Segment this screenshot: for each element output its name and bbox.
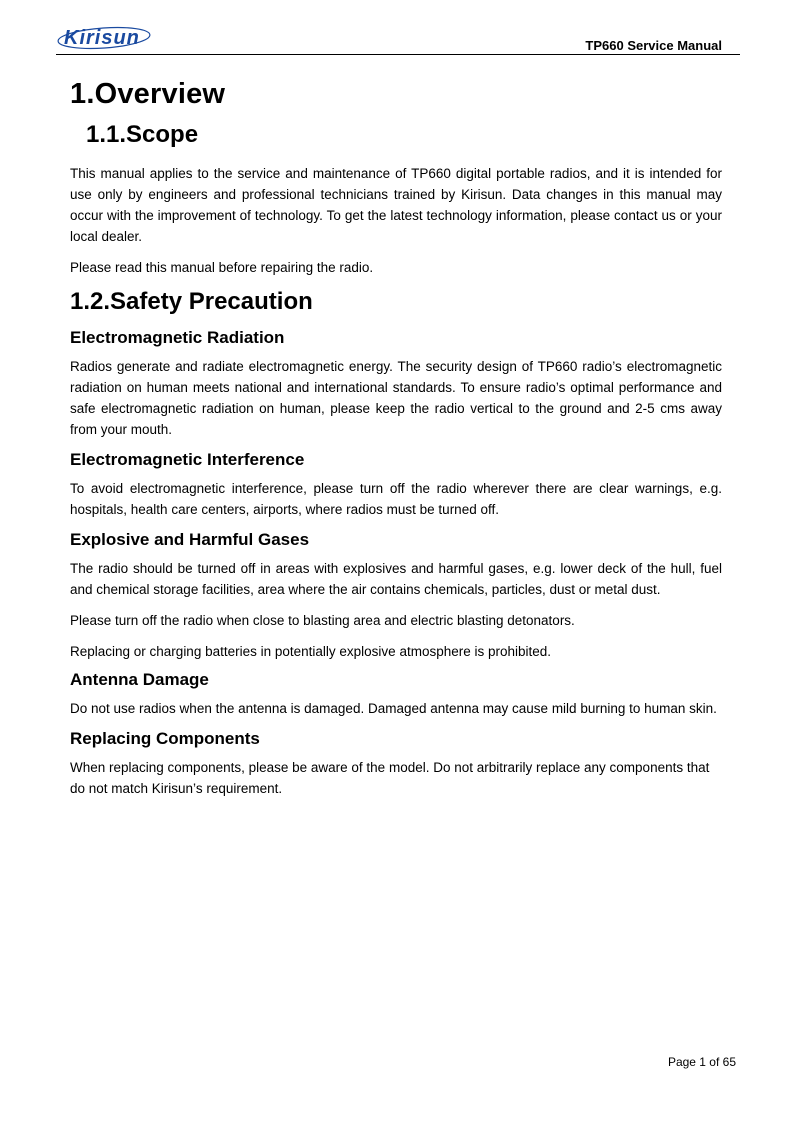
svg-text:Kirisun: Kirisun bbox=[64, 27, 140, 49]
scope-paragraph: This manual applies to the service and maintenance of TP660 digital portable radios, and it is intended for use only by engineers and professional technicians trained by Kirisun. Data changes in this manual may occur with the improvement of technology. To get the latest technology information, please contact us or your local dealer. bbox=[70, 166, 722, 244]
scope-paragraph: Please read this manual before repairing the radio. bbox=[70, 260, 374, 275]
chapter-heading: 1.Overview bbox=[70, 78, 226, 110]
section-heading-interference: Electromagnetic Interference bbox=[70, 450, 305, 469]
scope-heading: 1.1.Scope bbox=[86, 121, 199, 148]
header-title: TP660 Service Manual bbox=[585, 38, 722, 53]
section-heading-gases: Explosive and Harmful Gases bbox=[70, 530, 310, 549]
header-divider bbox=[56, 54, 740, 55]
section-paragraph: To avoid electromagnetic interference, please turn off the radio wherever there are clear warnings, e.g. hospitals, health care centers, airports, where radios must be turned off. bbox=[70, 481, 722, 517]
safety-heading: 1.2.Safety Precaution bbox=[70, 288, 313, 315]
kirisun-logo bbox=[56, 24, 152, 50]
section-paragraph: Do not use radios when the antenna is damaged. Damaged antenna may cause mild burning to human skin. bbox=[70, 701, 717, 716]
section-paragraph: When replacing components, please be aware of the model. Do not arbitrarily replace any components that do not match Kirisun’s requirement. bbox=[70, 760, 710, 796]
section-paragraph: Radios generate and radiate electromagnetic energy. The security design of TP660 radio’s electromagnetic radiation on human meets national and international standards. To ensure radio’s optimal performance and safe electromagnetic radiation on human, please keep the radio vertical to the ground and 2-5 cms away from your mouth. bbox=[70, 359, 722, 437]
section-paragraph: The radio should be turned off in areas with explosives and harmful gases, e.g. lower deck of the hull, fuel and chemical storage facilities, area where the air contains chemicals, particles, dust or metal dust. bbox=[70, 561, 722, 597]
section-heading-antenna: Antenna Damage bbox=[70, 670, 209, 689]
section-paragraph: Replacing or charging batteries in potentially explosive atmosphere is prohibited. bbox=[70, 644, 552, 659]
section-heading-radiation: Electromagnetic Radiation bbox=[70, 328, 285, 347]
main-content bbox=[70, 78, 722, 809]
section-heading-components: Replacing Components bbox=[70, 729, 260, 748]
section-paragraph: Please turn off the radio when close to blasting area and electric blasting detonators. bbox=[70, 613, 575, 628]
page-number: Page 1 of 65 bbox=[667, 1055, 736, 1069]
